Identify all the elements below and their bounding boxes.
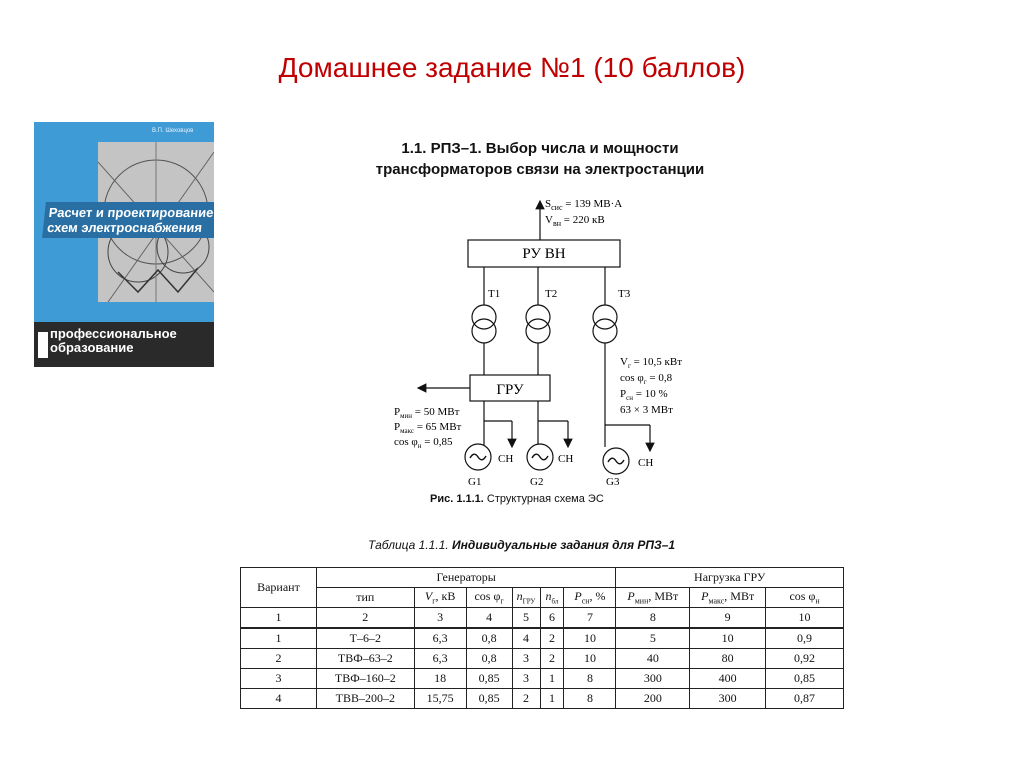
- col-num: 10: [766, 608, 844, 629]
- cell: 400: [690, 669, 766, 689]
- v-hv-label: $V_{вн} = 220$ кВ: [545, 214, 605, 228]
- cell: 300: [690, 689, 766, 709]
- publisher-logo: [38, 332, 48, 358]
- cell: 6,3: [414, 649, 466, 669]
- cell: 5: [616, 628, 690, 649]
- cell: ТВФ–63–2: [316, 649, 414, 669]
- cell: 2: [241, 649, 317, 669]
- book-cover: [34, 122, 214, 367]
- table-caption: Таблица 1.1.1. Индивидуальные задания для РПЗ–1: [368, 538, 676, 552]
- cell: 40: [616, 649, 690, 669]
- cell: 4: [512, 628, 540, 649]
- type-header: тип: [316, 588, 414, 608]
- cell: 6,3: [414, 628, 466, 649]
- gru-label: ГРУ: [496, 382, 524, 398]
- cell: 0,85: [466, 689, 512, 709]
- load-cos-label: $\cos \varphi_н = 0,85$: [394, 436, 453, 450]
- col-num: 5: [512, 608, 540, 629]
- col-num: 9: [690, 608, 766, 629]
- col-num: 6: [540, 608, 564, 629]
- cell: 2: [540, 628, 564, 649]
- load-pmax-label: $P_{макс} = 65$ МВт: [394, 421, 462, 435]
- book-series: профессиональное образование: [50, 326, 177, 355]
- cell: 1: [241, 628, 317, 649]
- g3-voltage-label: $V_г = 10,5$ кВт: [620, 356, 683, 370]
- cell: 1: [540, 669, 564, 689]
- column-number-row: [241, 608, 844, 629]
- g3-psn-label: $P_{сн} = 10$ %: [620, 388, 668, 402]
- transformer-t3: [593, 305, 617, 329]
- cell: ТВВ–200–2: [316, 689, 414, 709]
- cell: 10: [564, 649, 616, 669]
- cell: 0,85: [766, 669, 844, 689]
- cell: 3: [241, 669, 317, 689]
- cell: 0,85: [466, 669, 512, 689]
- t1-label: T1: [488, 288, 501, 300]
- t2-label: T2: [545, 288, 558, 300]
- book-title: Расчет и проектирование схем электроснабжения: [42, 202, 214, 238]
- cell: 0,87: [766, 689, 844, 709]
- cell: 3: [512, 649, 540, 669]
- pmax-header: $P_{макс}$, МВт: [690, 588, 766, 608]
- cell: ТВФ–160–2: [316, 669, 414, 689]
- section-title: 1.1. РПЗ–1. Выбор числа и мощности трансформаторов связи на электростанции: [375, 140, 705, 178]
- cell: 8: [564, 689, 616, 709]
- cell: Т–6–2: [316, 628, 414, 649]
- cell: 80: [690, 649, 766, 669]
- cell: 10: [564, 628, 616, 649]
- cell: 0,92: [766, 649, 844, 669]
- ngru-header: $n_{ГРУ}$: [512, 588, 540, 608]
- cell: 2: [512, 689, 540, 709]
- header-row-2: [241, 588, 844, 608]
- g2-label: G2: [530, 476, 544, 488]
- col-num: 4: [466, 608, 512, 629]
- variant-header: Вариант: [241, 568, 317, 608]
- cell: 3: [512, 669, 540, 689]
- cell: 10: [690, 628, 766, 649]
- cosn-header: $\cos \varphi_н$: [766, 588, 844, 608]
- nbl-header: $n_{бл}$: [540, 588, 564, 608]
- cell: 1: [540, 689, 564, 709]
- table-row: [241, 689, 844, 709]
- table-row: [241, 628, 844, 649]
- cell: 18: [414, 669, 466, 689]
- cell: 8: [564, 669, 616, 689]
- transformer-t1: [472, 305, 496, 329]
- g3-ch-label: СН: [638, 457, 654, 469]
- cosg-header: $\cos \varphi_г$: [466, 588, 512, 608]
- cell: 200: [616, 689, 690, 709]
- g1-ch-label: СН: [498, 453, 514, 465]
- load-pmin-label: $P_{мин} = 50$ МВт: [394, 406, 460, 420]
- cell: 0,8: [466, 628, 512, 649]
- load-header: Нагрузка ГРУ: [616, 568, 844, 588]
- g3-units-label: 63 × 3 МВт: [620, 404, 673, 416]
- generators-header: Генераторы: [316, 568, 615, 588]
- col-num: 3: [414, 608, 466, 629]
- psn-header: $P_{сн}$, %: [564, 588, 616, 608]
- cell: 15,75: [414, 689, 466, 709]
- cell: 0,9: [766, 628, 844, 649]
- figure-caption: Рис. 1.1.1. Структурная схема ЭС: [430, 493, 604, 505]
- g3-cos-label: $\cos \varphi_г = 0,8$: [620, 372, 673, 386]
- pmin-header: $P_{мин}$, МВт: [616, 588, 690, 608]
- variants-table: [240, 567, 844, 709]
- t3-label: T3: [618, 288, 631, 300]
- header-row-1: [241, 568, 844, 588]
- col-num: 7: [564, 608, 616, 629]
- vg-header: $V_г$, кВ: [414, 588, 466, 608]
- table-row: [241, 649, 844, 669]
- col-num: 8: [616, 608, 690, 629]
- book-author: В.П. Шеховцов: [152, 128, 194, 134]
- g3-label: G3: [606, 476, 620, 488]
- transformer-t2: [526, 305, 550, 329]
- ru-vn-label: РУ ВН: [522, 246, 566, 262]
- g1-label: G1: [468, 476, 482, 488]
- structural-diagram: [380, 185, 700, 490]
- cell: 0,8: [466, 649, 512, 669]
- table-row: [241, 669, 844, 689]
- g2-ch-label: СН: [558, 453, 574, 465]
- cell: 4: [241, 689, 317, 709]
- cell: 300: [616, 669, 690, 689]
- s-system-label: $S_{сис} = 139$ МВ·А: [545, 198, 623, 212]
- slide-title: Домашнее задание №1 (10 баллов): [278, 52, 746, 83]
- cell: 2: [540, 649, 564, 669]
- col-num: 1: [241, 608, 317, 629]
- col-num: 2: [316, 608, 414, 629]
